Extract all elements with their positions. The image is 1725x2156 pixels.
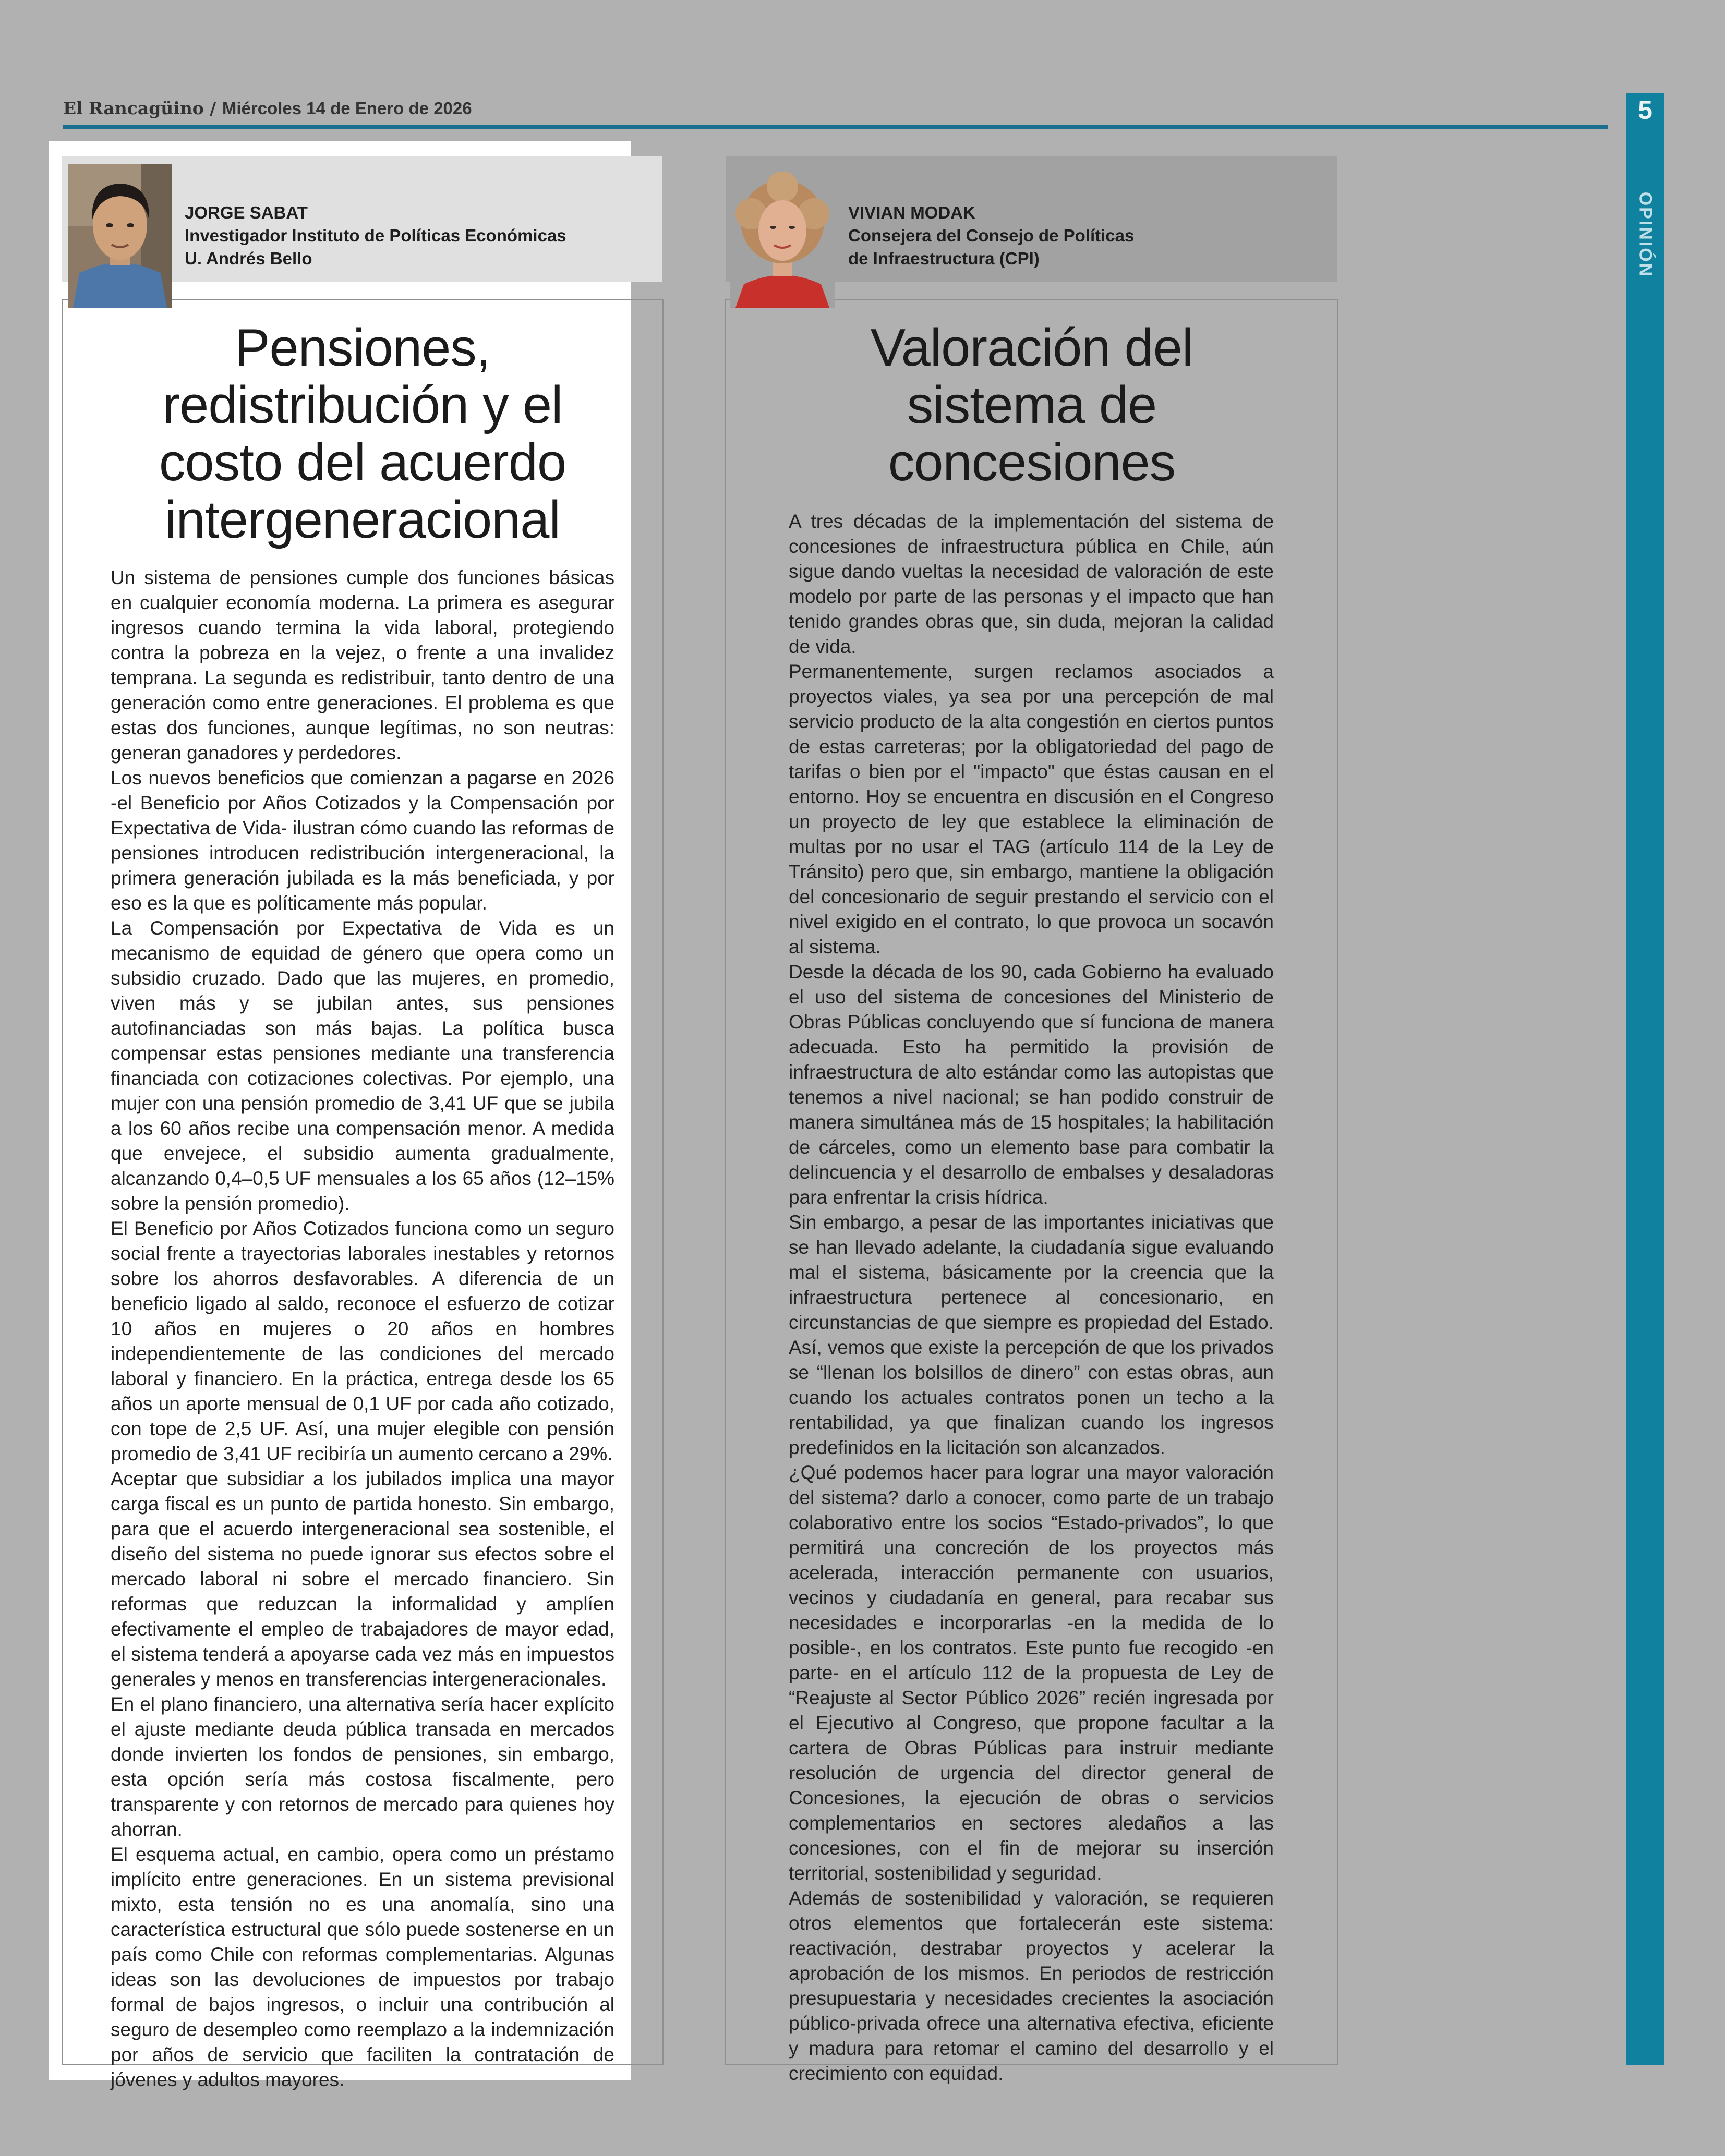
author-affiliation: U. Andrés Bello xyxy=(185,249,312,268)
author-role: Consejera del Consejo de Políticas xyxy=(848,226,1135,245)
paragraph: Desde la década de los 90, cada Gobierno ha evaluado el uso del sistema de concesiones del Ministerio de Obras Públicas concluyendo que sí funciona de manera adecuada. Esto ha permitido la provisión de infraestructura de alto estándar como las autopistas que tenemos a nivel nacional; se han podido construir de manera simultánea más de 15 hospitales; la habilitación de cárceles, como un elemento base para combatir la delincuencia y el desarrollo de embalses y desaladoras para enfrentar la crisis hídrica. xyxy=(789,961,1274,1208)
paragraph: Sin embargo, a pesar de las importantes iniciativas que se han llevado adelante, la ciudadanía sigue evaluando mal el sistema, básicamente por la creencia que la infraestructura pertenece al concesionario, en circunstancias de que siempre es propiedad del Estado. Así, vemos que existe la percepción de que los privados se “llenan los bolsillos de dinero” con estas obras, aun cuando los actuales contratos ponen un techo a la rentabilidad, ya que finalizan cuando los ingresos predefinidos en la licitación son alcanzados. xyxy=(789,1212,1274,1458)
section-strip xyxy=(1626,93,1664,2065)
paragraph: Permanentemente, surgen reclamos asociados a proyectos viales, ya sea por una percepción de mal servicio producto de la alta congestión en ciertos puntos de estas carreteras; por la obligatoriedad del pago de tarifas o bien por el "impacto" que éstas causan en el entorno. Hoy se encuentra en discusión en el Congreso un proyecto de ley que establece la eliminación de multas por no usar el TAG (artículo 114 de la Ley de Tránsito) pero que, sin embargo, mantiene la obligación del concesionario de seguir prestando el servicio con el nivel exigido en el contrato, lo que provoca un socavón al sistema. xyxy=(789,661,1274,958)
title-line: Pensiones, xyxy=(235,319,490,377)
paragraph: Además de sostenibilidad y valoración, se requieren otros elementos que fortalecerán este sistema: reactivación, destrabar proyectos y acelerar la aprobación de los mismos. En periodos de restricción presupuestaria y necesidades crecientes la asociación público-privada ofrece una alternativa efectiva, eficiente y madura para retomar el camino del desarrollo y el crecimiento con equidad. xyxy=(789,1887,1274,2084)
newspaper-name: El Rancagüino / xyxy=(63,98,216,118)
title-line: costo del acuerdo xyxy=(159,433,566,492)
page-number: 5 xyxy=(1638,95,1652,125)
title-line: Valoración del xyxy=(870,319,1193,377)
right-author-info xyxy=(848,201,1134,270)
author-name: JORGE SABAT xyxy=(185,203,308,222)
paragraph: La Compensación por Expectativa de Vida es un mecanismo de equidad de género que opera como un subsidio cruzado. Dado que las mujeres, en promedio, viven más y se jubilan antes, sus pensiones autofinanciadas son más bajas. La política busca compensar estas pensiones mediante una transferencia financiada con cotizaciones colectivas. Por ejemplo, una mujer con una pensión promedio de 3,41 UF que se jubila a los 60 años recibe una compensación menor. A medida que envejece, el subsidio aumenta gradualmente, alcanzando 0,4–0,5 UF mensuales a los 65 años (12–15% sobre la pensión promedio). xyxy=(111,917,614,1214)
left-article-body xyxy=(111,565,614,2092)
publication-date: Miércoles 14 de Enero de 2026 xyxy=(222,99,472,118)
masthead xyxy=(63,98,472,118)
right-article-title xyxy=(741,319,1323,491)
left-author-info xyxy=(185,201,566,270)
title-line: redistribución y el xyxy=(162,376,563,434)
paragraph: ¿Qué podemos hacer para lograr una mayor valoración del sistema? darlo a conocer, como parte de un trabajo colaborativo entre los socios “Estado-privados”, lo que permitirá una concreción de los proyectos más acelerada, interacción permanente con usuarios, vecinos y ciudadanía en general, para recabar sus necesidades e incorporarlas -en la medida de lo posible-, en los contratos. Este punto fue recogido -en parte- en el artículo 112 de la propuesta de Ley de “Reajuste al Sector Público 2026” recién ingresada por el Ejecutivo al Congreso, que propone facultar a la cartera de Obras Públicas para instruir mediante resolución de urgencia del director general de Concesiones, la ejecución de obras o servicios complementarios en sectores aledaños a las concesiones, con el fin de mejorar su inserción territorial, sostenibilidad y seguridad. xyxy=(789,1462,1274,1884)
paragraph: Un sistema de pensiones cumple dos funciones básicas en cualquier economía moderna. La primera es asegurar ingresos cuando termina la vida laboral, protegiendo contra la pobreza en la vejez, o frente a una invalidez temprana. La segunda es redistribuir, tanto dentro de una generación como entre generaciones. El problema es que estas dos funciones, aunque legítimas, no son neutras: generan ganadores y perdedores. xyxy=(111,567,614,764)
author-portrait-icon xyxy=(68,164,172,308)
title-line: intergeneracional xyxy=(165,491,560,549)
author-photo-vivian-modak xyxy=(730,172,835,308)
author-photo-jorge-sabat xyxy=(68,164,172,308)
right-article-body xyxy=(789,509,1274,2086)
header-rule xyxy=(63,125,1608,129)
title-line: concesiones xyxy=(888,433,1176,492)
paragraph: Aceptar que subsidiar a los jubilados implica una mayor carga fiscal es un punto de partida honesto. Sin embargo, para que el acuerdo intergeneracional sea sostenible, el diseño del sistema no puede ignorar sus efectos sobre el mercado laboral ni sobre el mercado financiero. Sin reformas que reduzcan la informalidad y amplíen efectivamente el empleo de trabajadores de mayor edad, el sistema tenderá a apoyarse cada vez más en impuestos generales y menos en transferencias intergeneracionales. xyxy=(111,1468,614,1690)
left-article-title xyxy=(73,319,652,549)
paragraph: El esquema actual, en cambio, opera como un préstamo implícito entre generaciones. En un sistema previsional mixto, esta tensión no es una anomalía, sino una característica estructural que sólo puede sostenerse en un país como Chile con reformas complementarias. Algunas ideas son las devoluciones de impuestos por trabajo formal de bajos ingresos, o incluir una contribución al seguro de desempleo como reemplazo a la indemnización por años de servicio que faciliten la contratación de jóvenes y adultos mayores. xyxy=(111,1844,614,2090)
section-label: OPINIÓN xyxy=(1635,191,1656,278)
author-portrait-icon xyxy=(730,172,835,308)
paragraph: A tres décadas de la implementación del sistema de concesiones de infraestructura pública en Chile, aún sigue dando vueltas la necesidad de valoración de este modelo por parte de las personas y el impacto que han tenido grandes obras que, sin duda, mejoran la calidad de vida. xyxy=(789,511,1274,657)
author-name: VIVIAN MODAK xyxy=(848,203,975,222)
paragraph: Los nuevos beneficios que comienzan a pagarse en 2026 -el Beneficio por Años Cotizados y la Compensación por Expectativa de Vida- ilustran cómo cuando las reformas de pensiones introducen redistribución intergeneracional, la primera generación jubilada es la más beneficiada, y por eso es la que es políticamente más popular. xyxy=(111,767,614,914)
title-line: sistema de xyxy=(907,376,1157,434)
paragraph: El Beneficio por Años Cotizados funciona como un seguro social frente a trayectorias laborales inestables y retornos sobre los ahorros desfavorables. A diferencia de un beneficio ligado al saldo, reconoce el esfuerzo de cotizar 10 años en mujeres o 20 años en hombres independientemente de las condiciones del mercado laboral y financiero. En la práctica, entrega desde los 65 años un aporte mensual de 0,1 UF por cada año cotizado, con tope de 2,5 UF. Así, una mujer elegible con pensión promedio de 3,41 UF recibiría un aumento cercano a 29%. xyxy=(111,1218,614,1464)
paragraph: En el plano financiero, una alternativa sería hacer explícito el ajuste mediante deuda pública transada en mercados donde invierten los fondos de pensiones, sin embargo, esta opción sería más costosa fiscalmente, pero transparente y con retornos de mercado para quienes hoy ahorran. xyxy=(111,1693,614,1840)
author-role: Investigador Instituto de Políticas Económicas xyxy=(185,226,566,245)
author-affiliation: de Infraestructura (CPI) xyxy=(848,249,1040,268)
